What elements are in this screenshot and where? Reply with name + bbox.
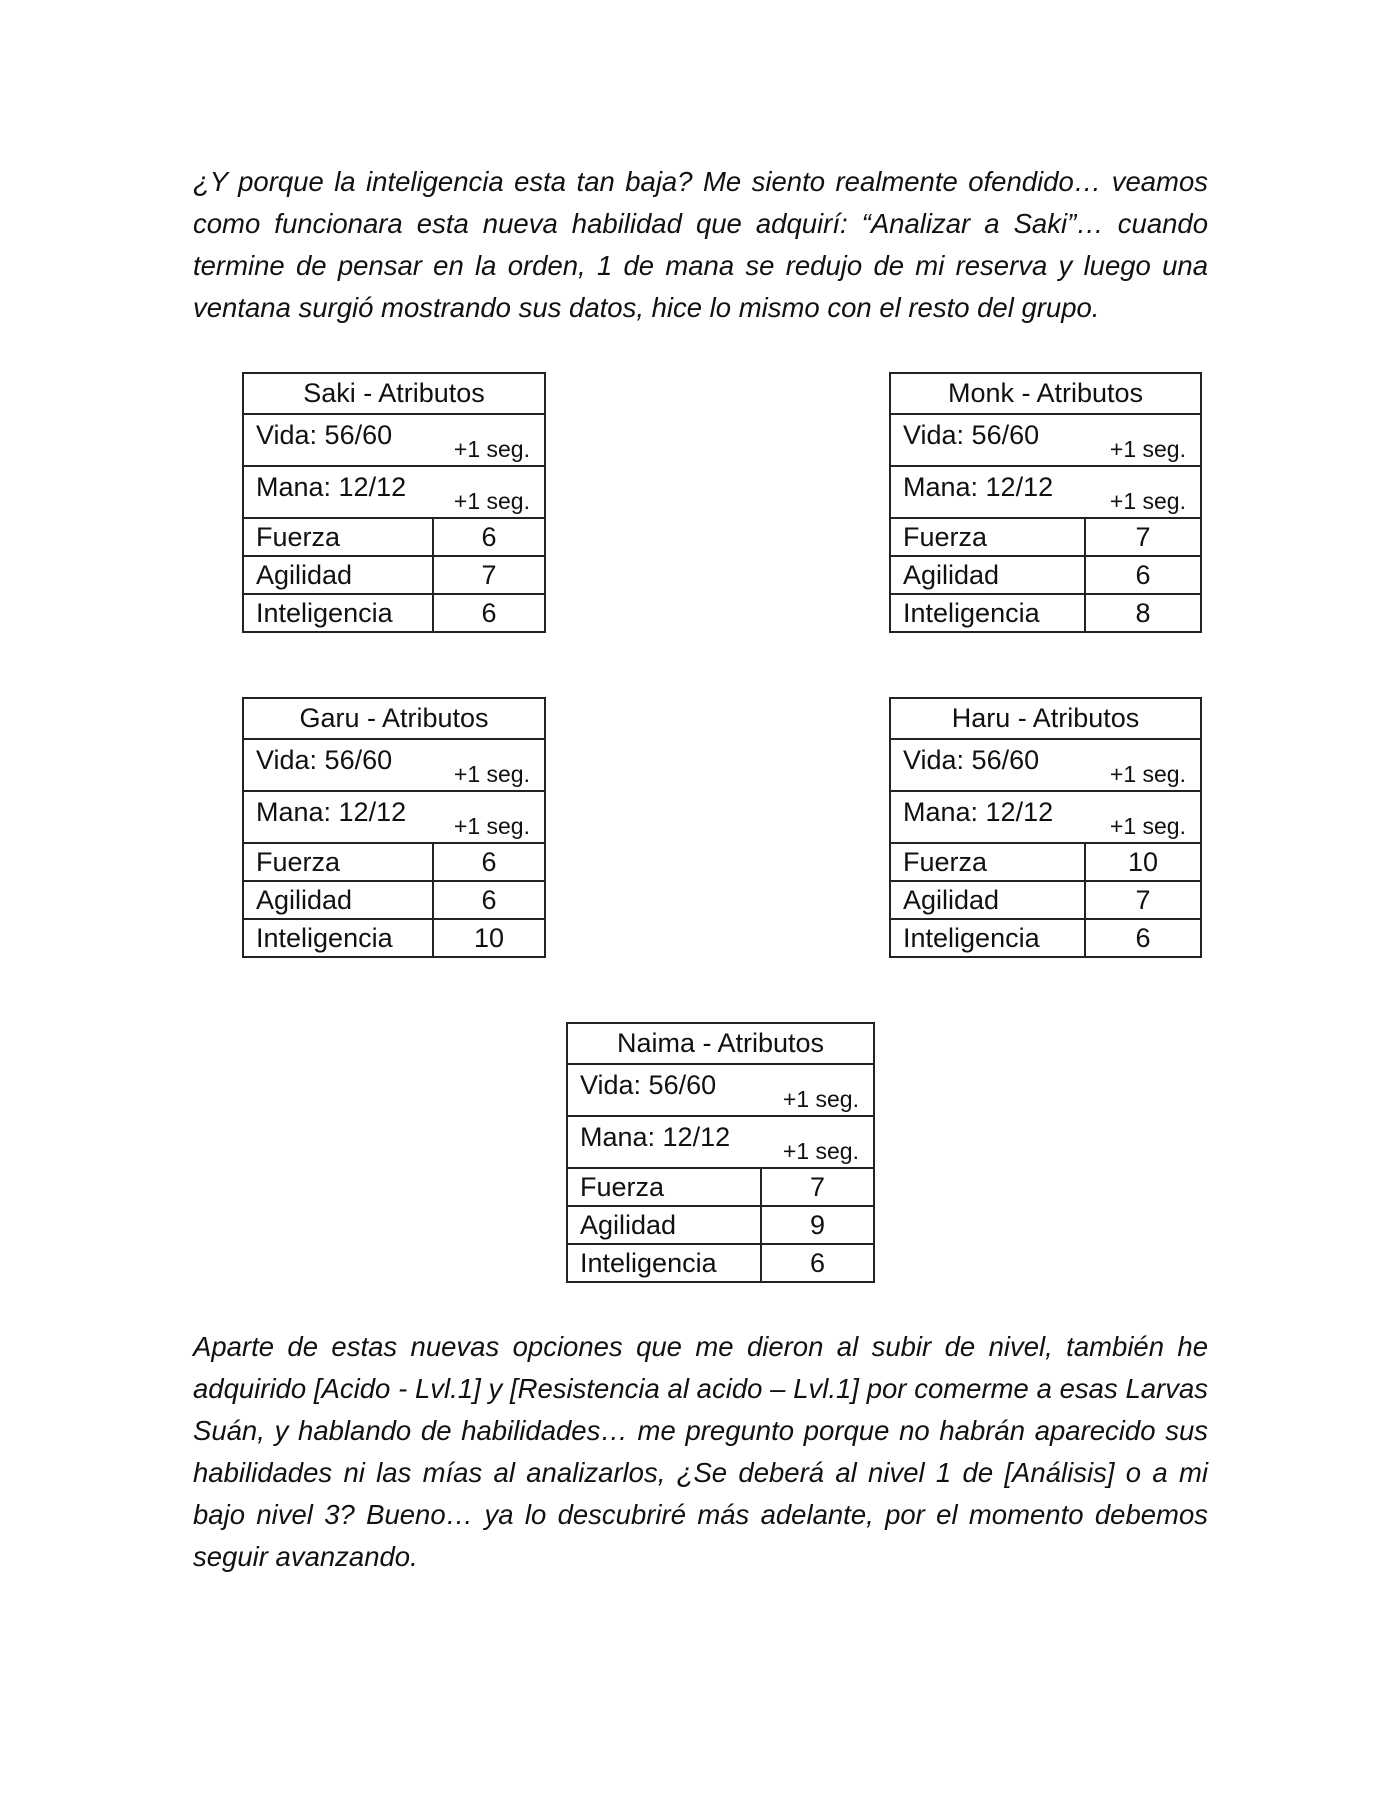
agilidad-value: 6 (1085, 556, 1201, 594)
vida-regen: +1 seg. (1109, 436, 1186, 462)
saki-attributes-table (242, 372, 546, 633)
inteligencia-label: Inteligencia (567, 1244, 761, 1282)
fuerza-row (890, 518, 1201, 556)
vida-regen: +1 seg. (1109, 761, 1186, 787)
inteligencia-value: 6 (761, 1244, 874, 1282)
vida-row (890, 414, 1201, 466)
fuerza-row (890, 843, 1201, 881)
agilidad-label: Agilidad (243, 556, 433, 594)
fuerza-value: 10 (1085, 843, 1201, 881)
mana-value: Mana: 12/12 (580, 1122, 731, 1152)
vida-row (243, 414, 545, 466)
inteligencia-value: 6 (1085, 919, 1201, 957)
inteligencia-value: 10 (433, 919, 545, 957)
fuerza-value: 7 (1085, 518, 1201, 556)
inteligencia-row (890, 919, 1201, 957)
mana-value: Mana: 12/12 (903, 472, 1054, 502)
agilidad-label: Agilidad (567, 1206, 761, 1244)
vida-value: Vida: 56/60 (256, 420, 393, 450)
card-title: Naima - Atributos (567, 1023, 874, 1064)
mana-row (243, 466, 545, 518)
agilidad-label: Agilidad (243, 881, 433, 919)
agilidad-value: 6 (433, 881, 545, 919)
vida-regen: +1 seg. (453, 436, 530, 462)
inteligencia-value: 8 (1085, 594, 1201, 632)
mana-regen: +1 seg. (1109, 488, 1186, 514)
outro-paragraph: Aparte de estas nuevas opciones que me dieron al subir de nivel, también he adquirido [Acido - Lvl.1] y [Resistencia al acido – Lvl.1] por comerme a esas Larvas Suán, y hablando de habilidades… me pregunto porque no habrán aparecido sus habilidades ni las mías al analizarlos, ¿Se deberá al nivel 1 de [Análisis] o a mi bajo nivel 3? Bueno… ya lo descubriré más adelante, por el momento debemos seguir avanzando. (193, 1331, 1208, 1572)
agilidad-row (567, 1206, 874, 1244)
mana-regen: +1 seg. (453, 488, 530, 514)
inteligencia-label: Inteligencia (890, 594, 1085, 632)
vida-regen: +1 seg. (453, 761, 530, 787)
mana-regen: +1 seg. (782, 1138, 859, 1164)
inteligencia-row (567, 1244, 874, 1282)
mana-row (567, 1116, 874, 1168)
fuerza-label: Fuerza (890, 518, 1085, 556)
card-title: Monk - Atributos (890, 373, 1201, 414)
fuerza-label: Fuerza (890, 843, 1085, 881)
vida-row (243, 739, 545, 791)
fuerza-row (567, 1168, 874, 1206)
inteligencia-row (243, 919, 545, 957)
fuerza-value: 6 (433, 843, 545, 881)
mana-regen: +1 seg. (1109, 813, 1186, 839)
fuerza-label: Fuerza (243, 518, 433, 556)
garu-attributes-table (242, 697, 546, 958)
mana-value: Mana: 12/12 (903, 797, 1054, 827)
agilidad-label: Agilidad (890, 556, 1085, 594)
vida-row (890, 739, 1201, 791)
fuerza-row (243, 518, 545, 556)
card-title: Garu - Atributos (243, 698, 545, 739)
vida-value: Vida: 56/60 (580, 1070, 717, 1100)
agilidad-value: 7 (1085, 881, 1201, 919)
agilidad-label: Agilidad (890, 881, 1085, 919)
fuerza-label: Fuerza (567, 1168, 761, 1206)
naima-attributes-table (566, 1022, 875, 1283)
mana-row (243, 791, 545, 843)
fuerza-row (243, 843, 545, 881)
inteligencia-row (890, 594, 1201, 632)
monk-attributes-table (889, 372, 1202, 633)
haru-attributes-table (889, 697, 1202, 958)
fuerza-label: Fuerza (243, 843, 433, 881)
intro-paragraph: ¿Y porque la inteligencia esta tan baja? Me siento realmente ofendido… veamos como funcionara esta nueva habilidad que adquirí: “Analizar a Saki”… cuando termine de pensar en la orden, 1 de mana se redujo de mi reserva y luego una ventana surgió mostrando sus datos, hice lo mismo con el resto del grupo. (193, 166, 1208, 323)
inteligencia-row (243, 594, 545, 632)
vida-regen: +1 seg. (782, 1086, 859, 1112)
agilidad-value: 7 (433, 556, 545, 594)
inteligencia-label: Inteligencia (243, 919, 433, 957)
mana-regen: +1 seg. (453, 813, 530, 839)
inteligencia-value: 6 (433, 594, 545, 632)
fuerza-value: 6 (433, 518, 545, 556)
inteligencia-label: Inteligencia (243, 594, 433, 632)
mana-row (890, 466, 1201, 518)
vida-row (567, 1064, 874, 1116)
mana-value: Mana: 12/12 (256, 797, 407, 827)
agilidad-value: 9 (761, 1206, 874, 1244)
vida-value: Vida: 56/60 (903, 420, 1040, 450)
agilidad-row (243, 556, 545, 594)
mana-value: Mana: 12/12 (256, 472, 407, 502)
vida-value: Vida: 56/60 (903, 745, 1040, 775)
mana-row (890, 791, 1201, 843)
agilidad-row (243, 881, 545, 919)
agilidad-row (890, 556, 1201, 594)
vida-value: Vida: 56/60 (256, 745, 393, 775)
card-title: Saki - Atributos (243, 373, 545, 414)
agilidad-row (890, 881, 1201, 919)
inteligencia-label: Inteligencia (890, 919, 1085, 957)
fuerza-value: 7 (761, 1168, 874, 1206)
card-title: Haru - Atributos (890, 698, 1201, 739)
